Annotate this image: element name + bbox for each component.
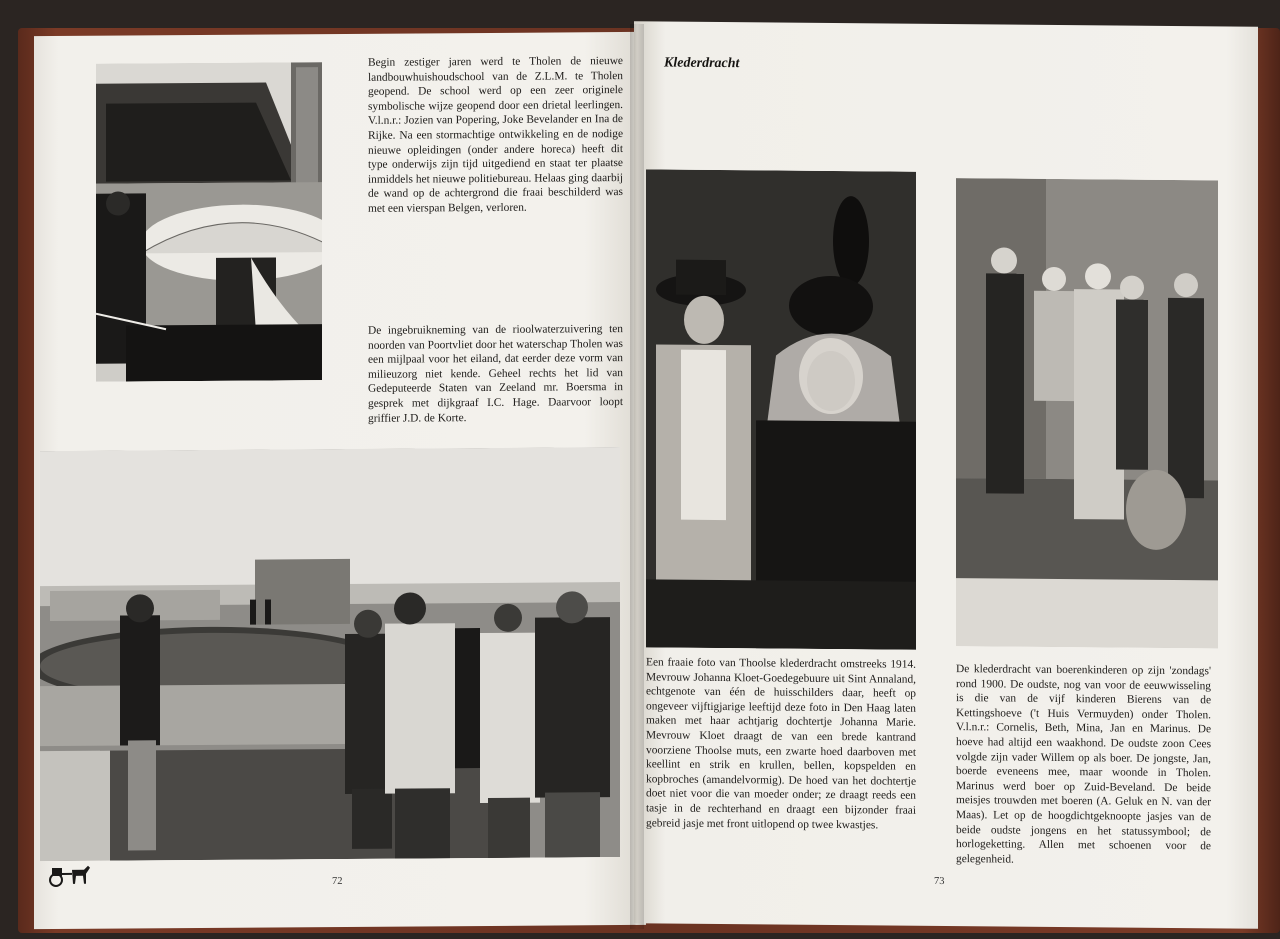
page-number-left: 72: [332, 875, 343, 888]
book-spine-shadow: [630, 24, 644, 929]
right-page: [634, 21, 1258, 928]
photo-mother-daughter-image: [646, 169, 916, 649]
photo-five-children: [956, 178, 1218, 648]
photo-water-treatment: [40, 447, 620, 861]
left-page: [34, 32, 646, 929]
caption-school-opening: Begin zestiger jaren werd te Tholen de nieuwe landbouwhuishoudschool van de Z.L.M. te Tholen geopend. De school werd op een zeer originele symbolische wijze geopend door een drietal leerlingen. V.l.n.r.: Jozien van Popering, Joke Bevelander en Ina de Rijke. Na een stormachtige ontwikkeling en de nodige nieuwe opleidingen (onder andere horeca) heeft dit type onderwijs zijn tijd uitgediend en staat ter plaatse inmiddels het nieuwe politiebureau. Helaas ging daarbij de wand op de achtergrond die fraai beschilderd was met een vierspan Belgen, verloren.: [368, 55, 623, 215]
caption-mother-daughter: Een fraaie foto van Thoolse klederdracht omstreeks 1914. Mevrouw Johanna Kloet-Goedegebuure uit Sint Annaland, echtgenote van één de huisschilders daar, heeft op ongeveer vijftigjarige leeftijd deze foto in Den Haag laten maken met haar achtjarig dochtertje Johanna Marie. Mevrouw Kloet draagt de van een brede kantrand voorziene Thoolse muts, een zwarte hoed daarboven met keellint en strik en krullen, bellen, kopspelden en kopbroches (amandelvormig). De hoed van het dochtertje doet niet voor die van moeder onder; ze draagt reeds een tasje in de rechterhand en draagt een bijzonder fraai gebreid jasje met front uitlopend op twee kwastjes.: [646, 656, 916, 831]
horse-carriage-icon: [48, 862, 92, 888]
photo-school-opening: [96, 62, 322, 382]
photo-mother-daughter: [646, 169, 916, 649]
caption-water-treatment: De ingebruikneming van de rioolwaterzuivering ten noorden van Poortvliet door het waterschap Tholen was een mijlpaal voor het eiland, dat eerder deze vorm van milieuzorg niet kende. Geheel rechts het lid van Gedeputeerde Staten van Zeeland mr. Boersma in gesprek met dijkgraaf I.C. Hage. Daarvoor loopt griffier J.D. de Korte.: [368, 323, 623, 425]
photo-five-children-image: [956, 178, 1218, 648]
caption-five-children: De klederdracht van boerenkinderen op zijn 'zondags' rond 1900. De oudste, nog van voor de eeuwwisseling is die van de vijf kinderen Bierens van de Kettingshoeve ('t Huis Vermuyden) onder Tholen. V.l.n.r.: Cornelis, Beth, Mina, Jan en Marinus. De hoeve had altijd een waakhond. De oudste zoon Cees volgde zijn vader Willem op als boer. De jongste, Jan, boerde eveneens mee, maar woonde in Tholen. Marinus werd boer op Zuid-Beveland. De beide meisjes trouwden met boeren (A. Geluk en N. van der Maas). Let op de hoogdichtgeknoopte jasjes van de beide oudste jongens en het statussymbool; de horlogeketting. Allen met schoenen voor de gelegenheid.: [956, 663, 1211, 866]
photo-school-opening-image: [96, 62, 322, 382]
page-number-right: 73: [934, 875, 945, 887]
section-heading: Klederdracht: [664, 55, 740, 72]
photo-water-treatment-image: [40, 447, 620, 861]
